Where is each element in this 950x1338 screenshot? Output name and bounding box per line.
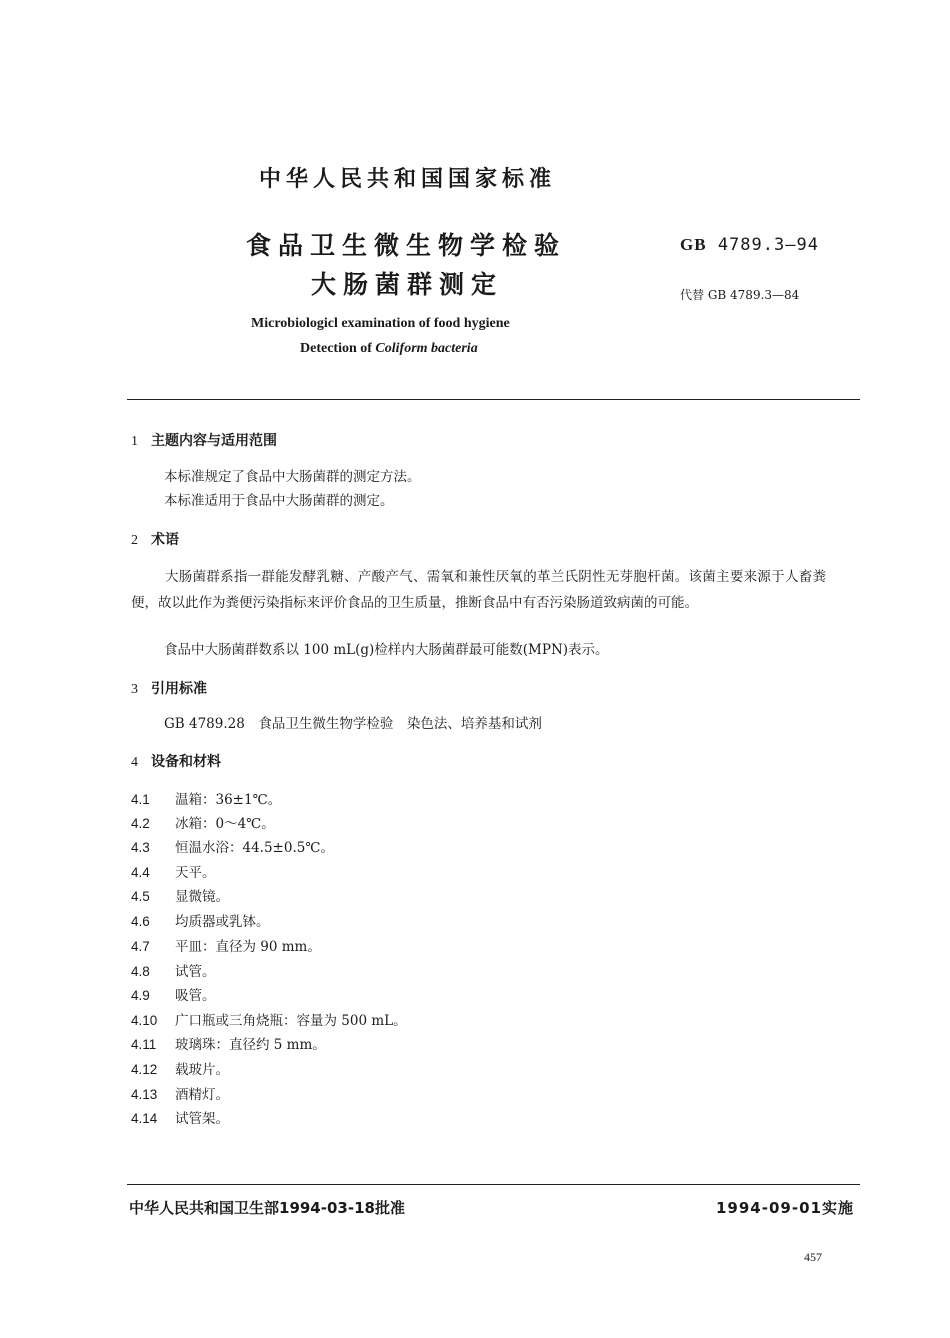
- equipment-item: [131, 984, 216, 1004]
- item-number: 4.5: [131, 889, 150, 904]
- section-2-paragraph-2: 食品中大肠菌群数系以 100 mL(g)检样内大肠菌群最可能数(MPN)表示。: [164, 642, 609, 658]
- item-text: 显微镜。: [175, 889, 229, 905]
- english-title-prefix: Detection of: [300, 341, 372, 356]
- item-number: 4.10: [131, 1013, 158, 1028]
- equipment-item: [131, 861, 216, 881]
- equipment-item: [131, 1058, 229, 1078]
- section-4-heading: [131, 751, 221, 771]
- section-3-number: 3: [131, 682, 138, 697]
- section-3-reference: GB 4789.28 食品卫生微生物学检验 染色法、培养基和试剂: [164, 716, 542, 732]
- page-number: 457: [804, 1250, 822, 1264]
- document-title-line2: 大肠菌群测定: [311, 270, 504, 299]
- standard-code: 4789.3—94: [717, 235, 819, 255]
- effective-date: 1994-09-01实施: [716, 1199, 854, 1217]
- standard-prefix: GB: [680, 235, 707, 254]
- document-title-line1: 食品卫生微生物学检验: [246, 231, 567, 260]
- equipment-item: [131, 788, 281, 808]
- section-1-title: 主题内容与适用范围: [151, 433, 277, 449]
- section-2-paragraph-1: 大肠菌群系指一群能发酵乳糖、产酸产气、需氧和兼性厌氧的革兰氏阴性无芽胞杆菌。该菌主要来源于人畜粪便，故以此作为粪便污染指标来评价食品的卫生质量，推断食品中有否污染肠道致病菌的可能。: [131, 569, 826, 611]
- bottom-divider: [127, 1184, 860, 1185]
- section-3-heading: [131, 678, 207, 698]
- equipment-item: [131, 1009, 407, 1029]
- equipment-item: [131, 836, 334, 856]
- item-number: 4.1: [131, 792, 150, 807]
- equipment-item: [131, 885, 229, 905]
- top-divider: [127, 399, 860, 400]
- item-number: 4.6: [131, 914, 150, 929]
- section-2-title: 术语: [151, 532, 179, 548]
- section-1-paragraph-1: 本标准规定了食品中大肠菌群的测定方法。: [164, 469, 421, 485]
- item-text: 天平。: [175, 865, 216, 881]
- item-text: 试管。: [175, 964, 216, 980]
- item-text: 试管架。: [175, 1111, 229, 1127]
- section-4-title: 设备和材料: [151, 754, 221, 770]
- standard-number: [680, 235, 819, 255]
- section-1-heading: [131, 430, 277, 450]
- item-number: 4.7: [131, 939, 150, 954]
- section-1-number: 1: [131, 434, 138, 449]
- item-text: 恒温水浴：44.5±0.5℃。: [175, 840, 334, 856]
- english-title-line2: [300, 341, 478, 357]
- item-text: 平皿：直径为 90 mm。: [175, 939, 321, 955]
- equipment-item: [131, 960, 216, 980]
- item-number: 4.9: [131, 988, 150, 1003]
- item-text: 冰箱：0～4℃。: [175, 816, 275, 832]
- section-2-number: 2: [131, 533, 138, 548]
- item-number: 4.2: [131, 816, 150, 831]
- equipment-item: [131, 1033, 326, 1053]
- item-number: 4.3: [131, 840, 150, 855]
- equipment-item: [131, 812, 275, 832]
- item-number: 4.11: [131, 1037, 157, 1052]
- equipment-item: [131, 1107, 229, 1127]
- section-1-paragraph-2: 本标准适用于食品中大肠菌群的测定。: [164, 493, 394, 509]
- item-text: 载玻片。: [175, 1062, 229, 1078]
- national-standard-heading: 中华人民共和国国家标准: [259, 167, 557, 192]
- item-number: 4.13: [131, 1087, 158, 1102]
- item-number: 4.8: [131, 964, 150, 979]
- item-text: 酒精灯。: [175, 1087, 229, 1103]
- equipment-item: [131, 935, 321, 955]
- item-text: 温箱：36±1℃。: [175, 792, 282, 808]
- item-text: 均质器或乳钵。: [175, 914, 270, 930]
- equipment-item: [131, 910, 270, 930]
- english-title-italic: Coliform bacteria: [375, 341, 478, 356]
- section-3-title: 引用标准: [151, 681, 207, 697]
- section-4-number: 4: [131, 755, 138, 770]
- item-text: 吸管。: [175, 988, 216, 1004]
- item-number: 4.4: [131, 865, 150, 880]
- approval-note: 中华人民共和国卫生部1994-03-18批准: [129, 1199, 405, 1217]
- replaces-standard: 代替 GB 4789.3—84: [680, 288, 800, 302]
- english-title-line1: Microbiologicl examination of food hygiene: [251, 316, 510, 331]
- item-text: 玻璃珠：直径约 5 mm。: [175, 1037, 326, 1053]
- equipment-item: [131, 1083, 229, 1103]
- section-2-heading: [131, 529, 179, 549]
- item-number: 4.12: [131, 1062, 158, 1077]
- item-text: 广口瓶或三角烧瓶：容量为 500 mL。: [175, 1013, 407, 1029]
- item-number: 4.14: [131, 1111, 158, 1126]
